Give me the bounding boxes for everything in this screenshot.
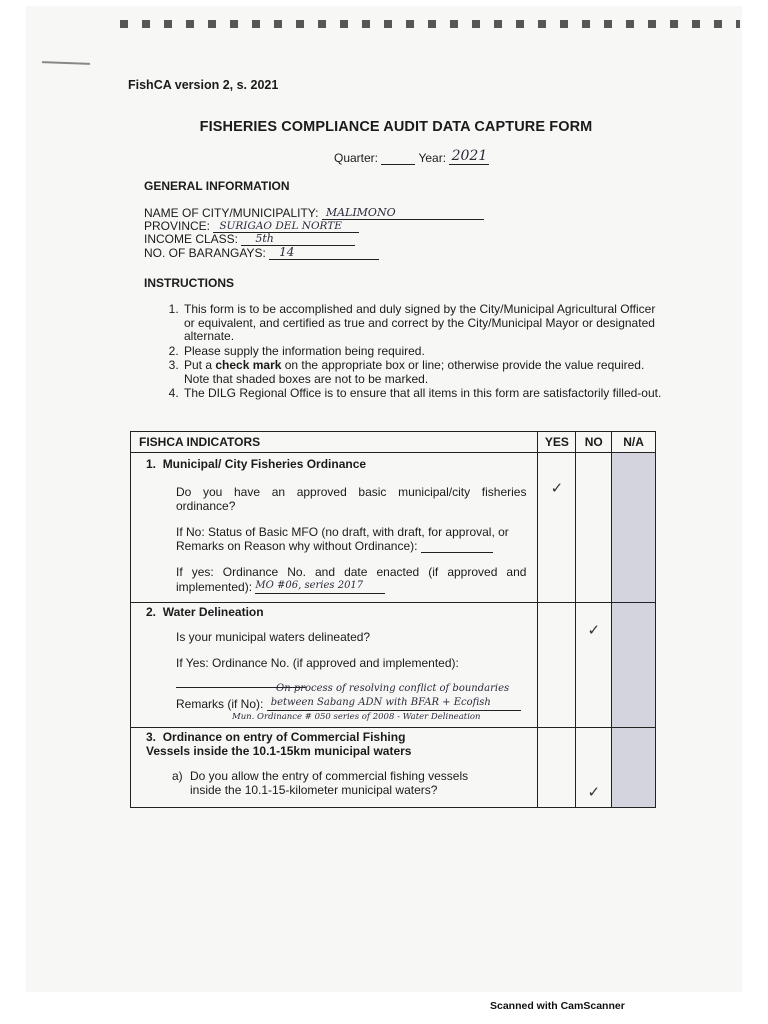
indicator-3-title: 3. Ordinance on entry of Commercial Fishing Vessels inside the 10.1-15km municipal waters [146, 730, 412, 758]
indicator-2-question: Is your municipal waters delineated? [176, 630, 371, 644]
indicator-3-question: a) Do you allow the entry of commercial fishing vessels inside the 10.1-15-kilometer municipal waters? [172, 769, 469, 797]
header-na: N/A [612, 432, 656, 453]
instruction-item: 2. Please supply the information being required. [182, 345, 662, 359]
ind3-na-shaded [612, 728, 656, 808]
income-field[interactable]: 5th [241, 232, 355, 246]
quarter-label: Quarter: [334, 151, 379, 165]
indicator-1-if-yes: If yes: Ordinance No. and date enacted (if approved and implemented): MO #06, series 2017 [176, 565, 527, 594]
instruction-item: 4. The DILG Regional Office is to ensure that all items in this form are satisfactorily filled-out. [182, 387, 662, 401]
indicator-2-if-yes: If Yes: Ordinance No. (if approved and implemented): [176, 656, 459, 670]
city-row [144, 206, 484, 220]
header-yes: YES [538, 432, 576, 453]
year-field[interactable]: 2021 [449, 148, 489, 165]
income-label: INCOME CLASS: [144, 232, 239, 246]
indicator-1-if-no: If No: Status of Basic MFO (no draft, with draft, for approval, or Remarks on Reason why without Ordinance): [176, 525, 509, 553]
instruction-item: 3. Put a check mark on the appropriate box or line; otherwise provide the value required. Note that shaded boxes are not to be marked. [182, 359, 662, 386]
general-info-heading: GENERAL INFORMATION [144, 179, 290, 193]
remarks-field[interactable]: between Sabang ADN with BFAR + Ecofish [267, 696, 521, 711]
table-header-row [131, 432, 656, 453]
province-label: PROVINCE: [144, 219, 211, 233]
ind1-na-shaded [612, 453, 656, 603]
indicator-2-title: 2. Water Delineation [146, 605, 264, 619]
income-row [144, 232, 355, 246]
form-title: FISHERIES COMPLIANCE AUDIT DATA CAPTURE FORM [199, 119, 593, 135]
ind2-no-box[interactable]: ✓ [576, 603, 612, 728]
ordinance-no-field[interactable]: MO #06, series 2017 [255, 579, 385, 594]
remarks-line-3: Mun. Ordinance # 050 series of 2008 - Water Delineation [232, 712, 481, 722]
city-label: NAME OF CITY/MUNICIPALITY: [144, 206, 319, 220]
province-field[interactable]: SURIGAO DEL NORTE [213, 220, 359, 233]
instructions-list [162, 303, 662, 402]
scanner-watermark: Scanned with CamScanner [490, 1000, 625, 1012]
indicator-1-question: Do you have an approved basic municipal/city fisheries ordinance? [176, 485, 527, 513]
ind1-yes-box[interactable]: ✓ [538, 453, 576, 603]
indicator-1-title: 1. Municipal/ City Fisheries Ordinance [146, 457, 367, 471]
mfo-status-field[interactable] [421, 542, 493, 553]
form-version: FishCA version 2, s. 2021 [128, 78, 279, 92]
header-indicators: FISHCA INDICATORS [131, 432, 538, 453]
quarter-field[interactable] [381, 152, 415, 165]
indicator-2-remarks [176, 683, 526, 726]
quarter-year-row [334, 148, 489, 165]
ind2-yes-box[interactable] [538, 603, 576, 728]
instructions-heading: INSTRUCTIONS [144, 276, 234, 290]
city-field[interactable]: MALIMONO [322, 206, 484, 220]
ind2-na-shaded [612, 603, 656, 728]
indicator-row-2 [131, 603, 656, 728]
barangays-field[interactable]: 14 [269, 245, 379, 260]
header-no: NO [576, 432, 612, 453]
year-label: Year: [418, 151, 447, 165]
remarks-label: Remarks (if No): [176, 697, 264, 711]
fishca-indicators-table [130, 431, 656, 808]
barangays-row [144, 245, 379, 260]
indicator-row-1 [131, 453, 656, 603]
perforation-strip [120, 20, 740, 28]
ind3-yes-box[interactable] [538, 728, 576, 808]
province-row [144, 219, 359, 233]
remarks-line-1: On process of resolving conflict of boundaries [276, 683, 510, 694]
barangays-label: NO. OF BARANGAYS: [144, 246, 266, 260]
ind1-no-box[interactable] [576, 453, 612, 603]
indicator-row-3 [131, 728, 656, 808]
instruction-item: 1. This form is to be accomplished and duly signed by the City/Municipal Agricultural Officer or equivalent, and certified as true and correct by the City/Municipal Mayor or designated alternate. [182, 303, 662, 344]
ind3-no-box[interactable]: ✓ [576, 728, 612, 808]
